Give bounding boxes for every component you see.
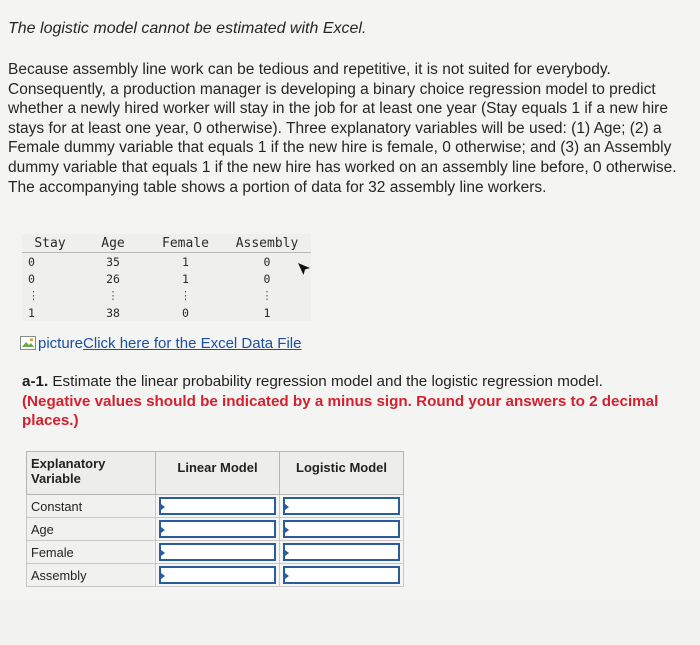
cell-linear-female[interactable] <box>156 541 280 564</box>
cell-assembly: 0 <box>263 254 271 269</box>
note-excel: The logistic model cannot be estimated with Excel. <box>8 20 367 37</box>
header-explanatory-variable: Explanatory Variable <box>27 452 156 495</box>
cell-linear-assembly[interactable] <box>156 564 280 587</box>
input-linear-age[interactable] <box>159 520 276 538</box>
header-stay: Stay <box>22 234 78 253</box>
input-logistic-female[interactable] <box>283 543 400 561</box>
header-age: Age <box>78 234 148 253</box>
answer-row-age <box>27 518 404 541</box>
header-assembly: Assembly <box>223 234 311 253</box>
answer-table <box>26 451 404 587</box>
cell-female: 1 <box>182 254 189 269</box>
input-logistic-age[interactable] <box>283 520 400 538</box>
header-female: Female <box>148 234 223 253</box>
row-label-constant: Constant <box>27 495 156 518</box>
cell-linear-constant[interactable] <box>156 495 280 518</box>
mouse-cursor-icon <box>296 261 312 277</box>
answer-row-assembly <box>27 564 404 587</box>
answer-row-constant <box>27 495 404 518</box>
table-row-ellipsis <box>22 287 311 304</box>
question-instruction: (Negative values should be indicated by a minus sign. Round your answers to 2 decimal places.) <box>22 392 659 429</box>
row-label-age: Age <box>27 518 156 541</box>
cell-linear-age[interactable] <box>156 518 280 541</box>
cell-logistic-assembly[interactable] <box>280 564 404 587</box>
table-row <box>22 253 311 271</box>
question-label: a-1. <box>22 373 49 390</box>
excel-link-text[interactable]: Click here for the Excel Data File <box>83 335 302 352</box>
cell-female: 1 <box>182 271 189 286</box>
picture-alt-text: picture <box>38 335 84 352</box>
row-label-assembly: Assembly <box>27 564 156 587</box>
input-linear-constant[interactable] <box>159 497 276 515</box>
cell-logistic-age[interactable] <box>280 518 404 541</box>
excel-data-link[interactable] <box>20 335 301 352</box>
cell-stay: ⋮ <box>28 288 39 302</box>
cell-logistic-constant[interactable] <box>280 495 404 518</box>
answer-header-row <box>27 452 404 495</box>
problem-intro: Because assembly line work can be tedious and repetitive, it is not suited for everybody. Consequently, a production manager is developing a binary choice regression model to predict whether a newly hired worker will stay in the job for at least one year (Stay equals 1 if a new hire stays for at least one year, 0 otherwise). Three explanatory variables will be used: (1) Age; (2) a Female dummy variable that equals 1 if the new hire is female, 0 otherwise; and (3) an Assembly dummy variable that equals 1 if the new hire has worked on an assembly line before, 0 otherwise. The accompanying table shows a portion of data for 32 assembly line workers. <box>8 61 677 196</box>
input-linear-female[interactable] <box>159 543 276 561</box>
input-logistic-constant[interactable] <box>283 497 400 515</box>
cell-age: 38 <box>106 305 120 320</box>
row-label-female: Female <box>27 541 156 564</box>
answer-row-female <box>27 541 404 564</box>
cell-age: ⋮ <box>107 288 119 302</box>
data-table-header-row <box>22 234 311 253</box>
cell-assembly: ⋮ <box>261 288 273 302</box>
header-linear-model: Linear Model <box>156 452 280 495</box>
cell-stay: 1 <box>28 305 35 320</box>
broken-picture-icon <box>20 336 36 350</box>
cell-female: ⋮ <box>180 288 191 302</box>
question-text: Estimate the linear probability regression model and the logistic regression model. <box>48 373 603 390</box>
table-row <box>22 270 311 287</box>
input-logistic-assembly[interactable] <box>283 566 400 584</box>
page-bottom-margin <box>0 600 700 645</box>
cell-stay: 0 <box>28 271 35 286</box>
cell-age: 26 <box>106 271 120 286</box>
cell-stay: 0 <box>28 254 35 269</box>
sample-data-table <box>22 234 311 321</box>
cell-assembly: 0 <box>263 271 271 286</box>
table-row <box>22 304 311 321</box>
header-logistic-model: Logistic Model <box>280 452 404 495</box>
question-a1 <box>22 372 662 431</box>
cell-logistic-female[interactable] <box>280 541 404 564</box>
input-linear-assembly[interactable] <box>159 566 276 584</box>
cell-age: 35 <box>106 254 120 269</box>
cell-female: 0 <box>182 305 189 320</box>
cell-assembly: 1 <box>263 305 271 320</box>
